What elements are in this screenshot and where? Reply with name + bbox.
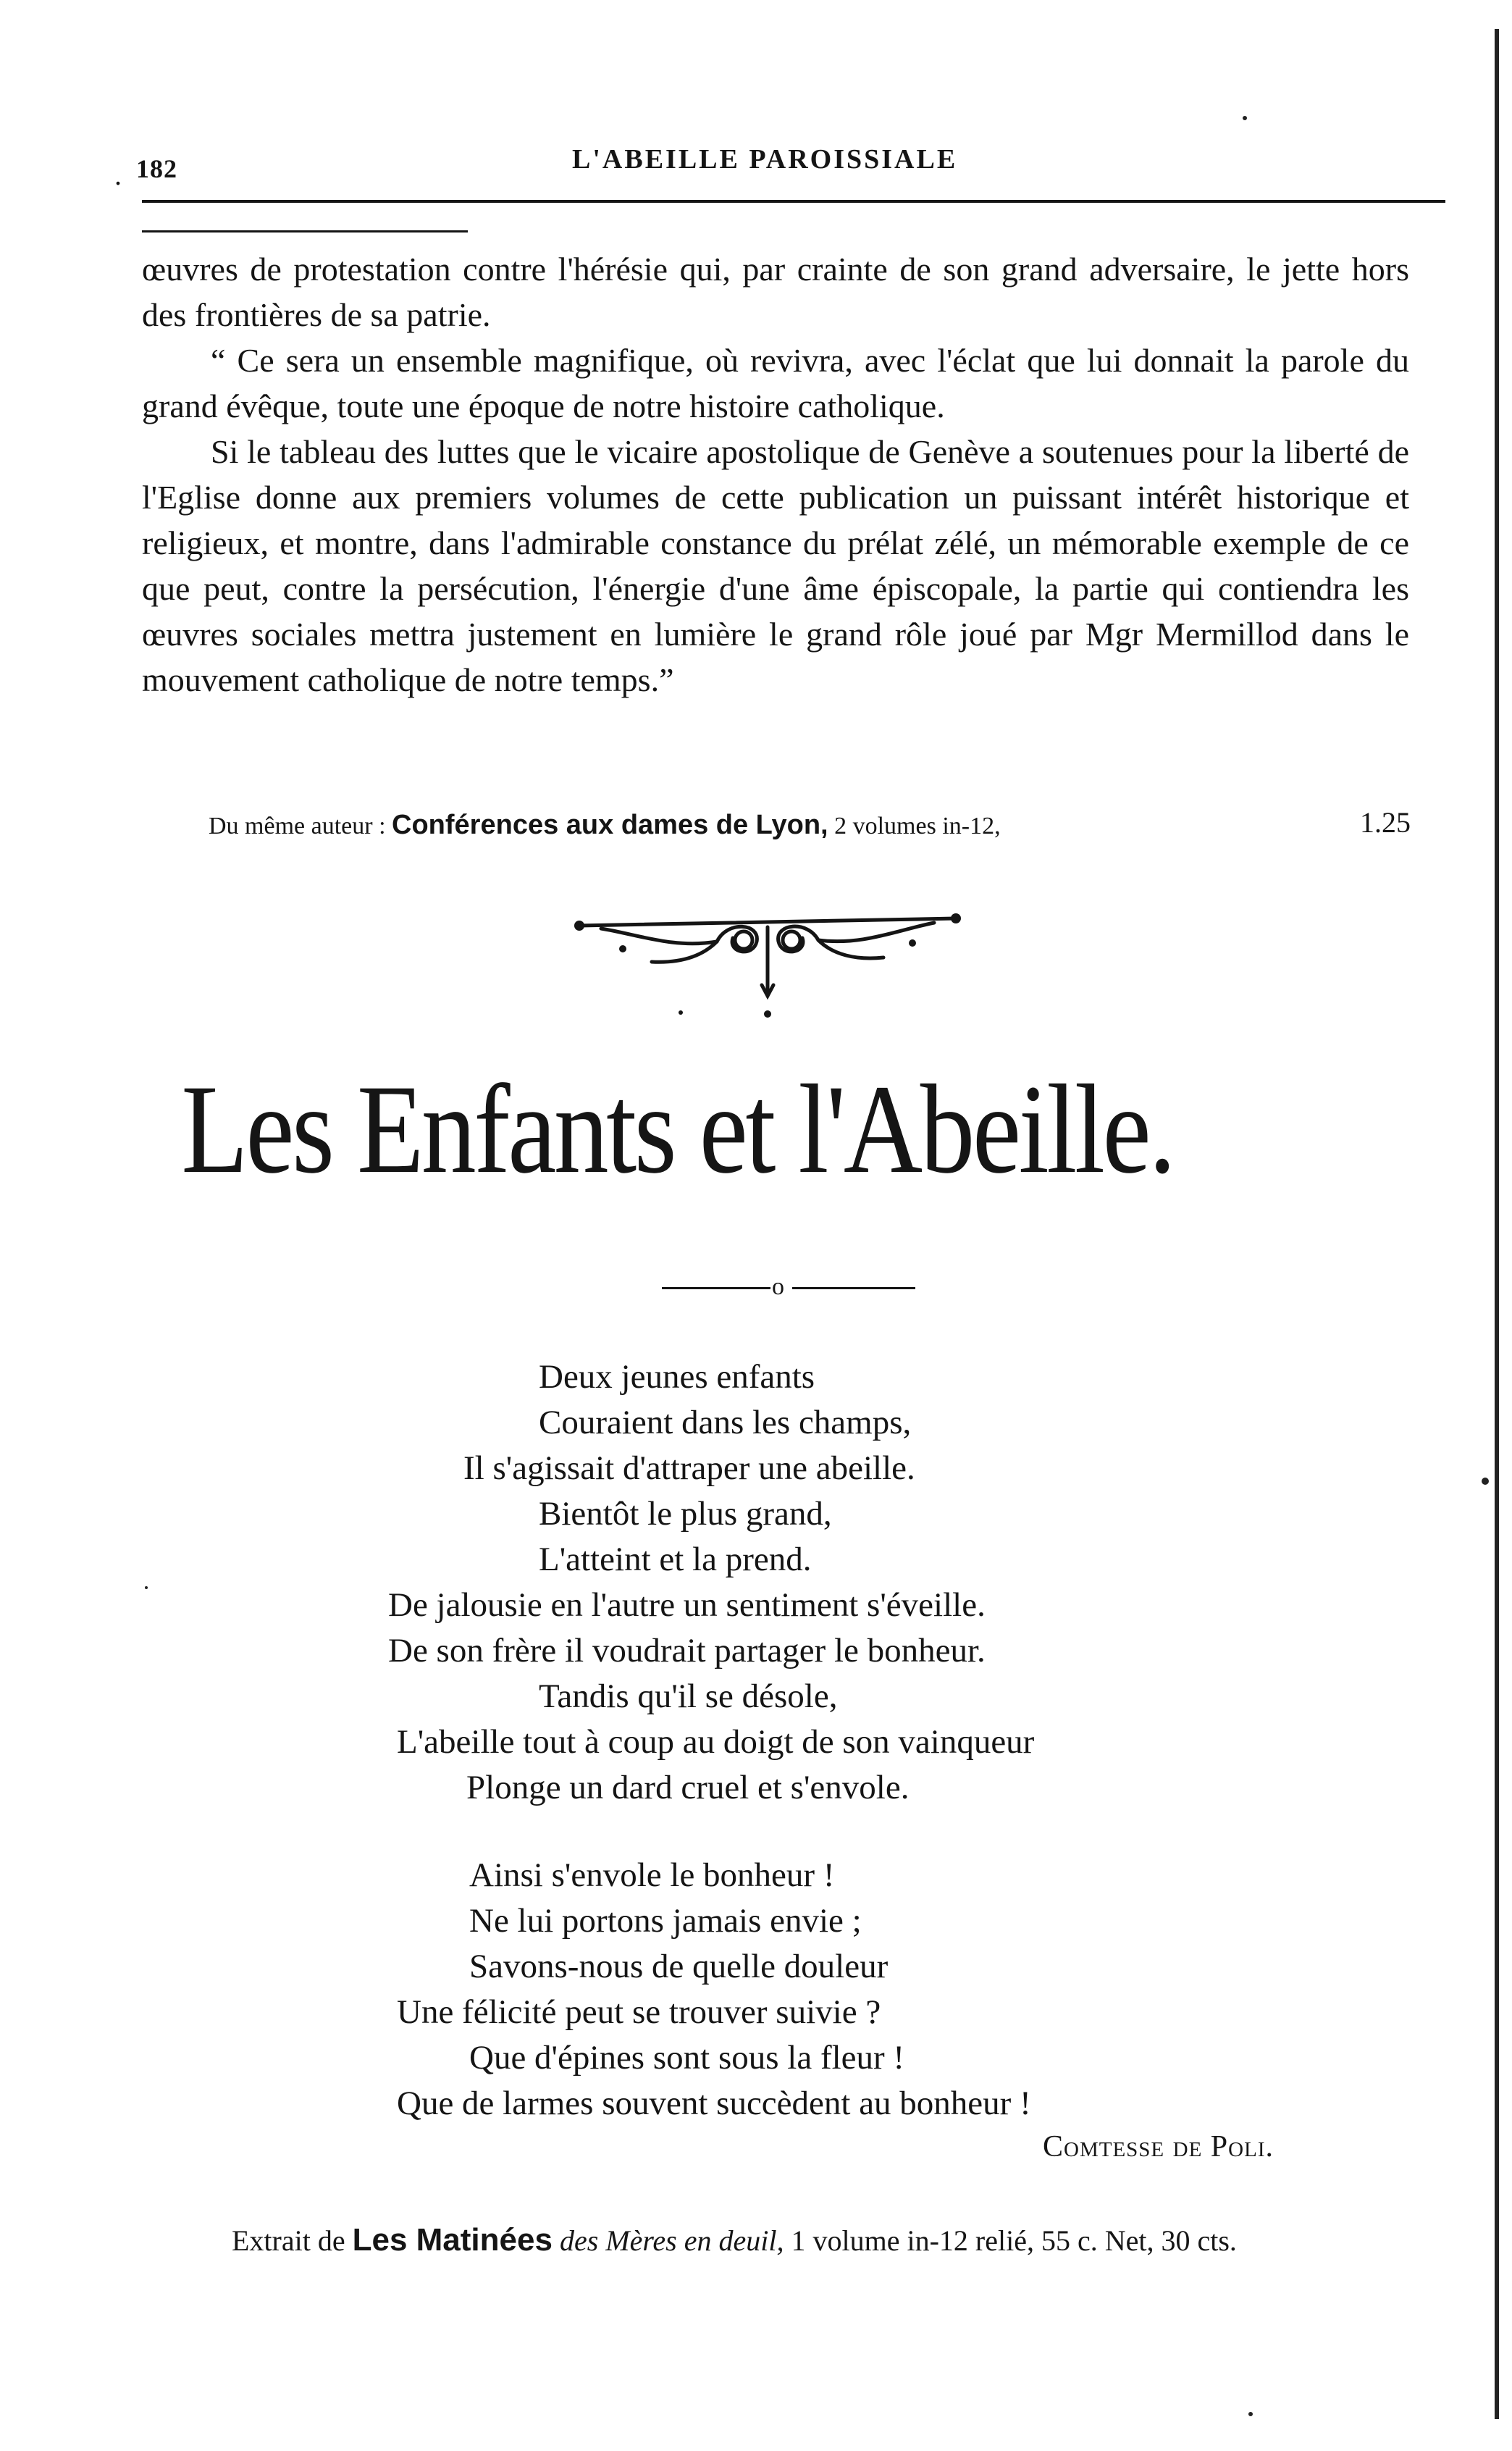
scan-speck xyxy=(145,1586,148,1589)
verse-line: Une félicité peut se trouver suivie ? xyxy=(397,1993,881,2031)
reference-book-title: Conférences aux dames de Lyon, xyxy=(392,810,828,840)
prose-paragraph-1: œuvres de protestation contre l'hérésie qui, par crainte de son grand adversaire, le jette hors des frontières de sa patrie. xyxy=(142,251,1409,333)
prose-paragraph-2: “ Ce sera un ensemble magnifique, où revivra, avec l'éclat que lui donnait la parole du grand évêque, toute une époque de notre histoire catholique. xyxy=(142,342,1409,424)
reference-prefix: Du même auteur : xyxy=(209,813,386,839)
excerpt-book-title: Les Matinées xyxy=(352,2222,553,2258)
verse-line: Tandis qu'il se désole, xyxy=(539,1677,838,1715)
poem-author: Comtesse de Poli. xyxy=(1043,2130,1274,2163)
verse-line: Que de larmes souvent succèdent au bonheur ! xyxy=(397,2085,1031,2122)
page-edge-line xyxy=(1495,29,1499,2419)
verse-line: De jalousie en l'autre un sentiment s'éveille. xyxy=(388,1586,986,1624)
excerpt-prefix: Extrait de xyxy=(232,2224,345,2257)
excerpt-details: 1 volume in-12 relié, 55 c. Net, 30 cts. xyxy=(791,2224,1237,2257)
scan-speck xyxy=(1482,1478,1489,1485)
excerpt-subtitle: des Mères en deuil, xyxy=(559,2224,784,2257)
scan-speck xyxy=(1243,116,1247,120)
scan-speck xyxy=(1248,2412,1253,2416)
verse-line: Il s'agissait d'attraper une abeille. xyxy=(463,1449,915,1487)
verse-line: Plonge un dard cruel et s'envole. xyxy=(466,1769,910,1806)
verse-line: Ne lui portons jamais envie ; xyxy=(469,1902,862,1940)
excerpt-line xyxy=(232,2222,1237,2258)
verse-line: De son frère il voudrait partager le bonheur. xyxy=(388,1632,986,1669)
page-number: 182 xyxy=(136,154,177,183)
decorative-ornament-icon xyxy=(572,905,963,1028)
verse-line: Savons-nous de quelle douleur xyxy=(469,1948,889,1985)
title-separator: o xyxy=(662,1276,915,1298)
prose-block xyxy=(142,246,1409,703)
running-title: L'ABEILLE PAROISSIALE xyxy=(572,144,958,175)
prose-paragraph-3: Si le tableau des luttes que le vicaire apostolique de Genève a soutenues pour la liberté de l'Eglise donne aux premiers volumes de cette publication un puissant intérêt historique et religieux, et montre, dans l'admirable constance du prélat zélé, un mémorable exemple de ce que peut, contre la persécution, l'énergie d'une âme épiscopale, la partie qui contiendra les œuvres sociales mettra justement en lumière le grand rôle joué par Mgr Mermillod dans le mouvement catholique de notre temps.” xyxy=(142,433,1409,698)
verse-line: Ainsi s'envole le bonheur ! xyxy=(469,1856,835,1894)
reference-price: 1.25 xyxy=(1360,806,1411,839)
header-rule-secondary xyxy=(142,230,468,232)
verse-line: Deux jeunes enfants xyxy=(539,1358,815,1396)
verse-line: L'abeille tout à coup au doigt de son vainqueur xyxy=(397,1723,1035,1761)
header-rule xyxy=(142,200,1445,203)
verse-line: Bientôt le plus grand, xyxy=(539,1495,832,1533)
book-reference xyxy=(209,810,1001,841)
verse-line: Que d'épines sont sous la fleur ! xyxy=(469,2039,905,2077)
reference-details: 2 volumes in-12, xyxy=(834,813,1001,839)
poem-title: Les Enfants et l'Abeille. xyxy=(181,1059,1174,1200)
page-marker-dot: . xyxy=(114,159,122,191)
verse-line: Couraient dans les champs, xyxy=(539,1404,912,1441)
verse-line: L'atteint et la prend. xyxy=(539,1541,812,1578)
